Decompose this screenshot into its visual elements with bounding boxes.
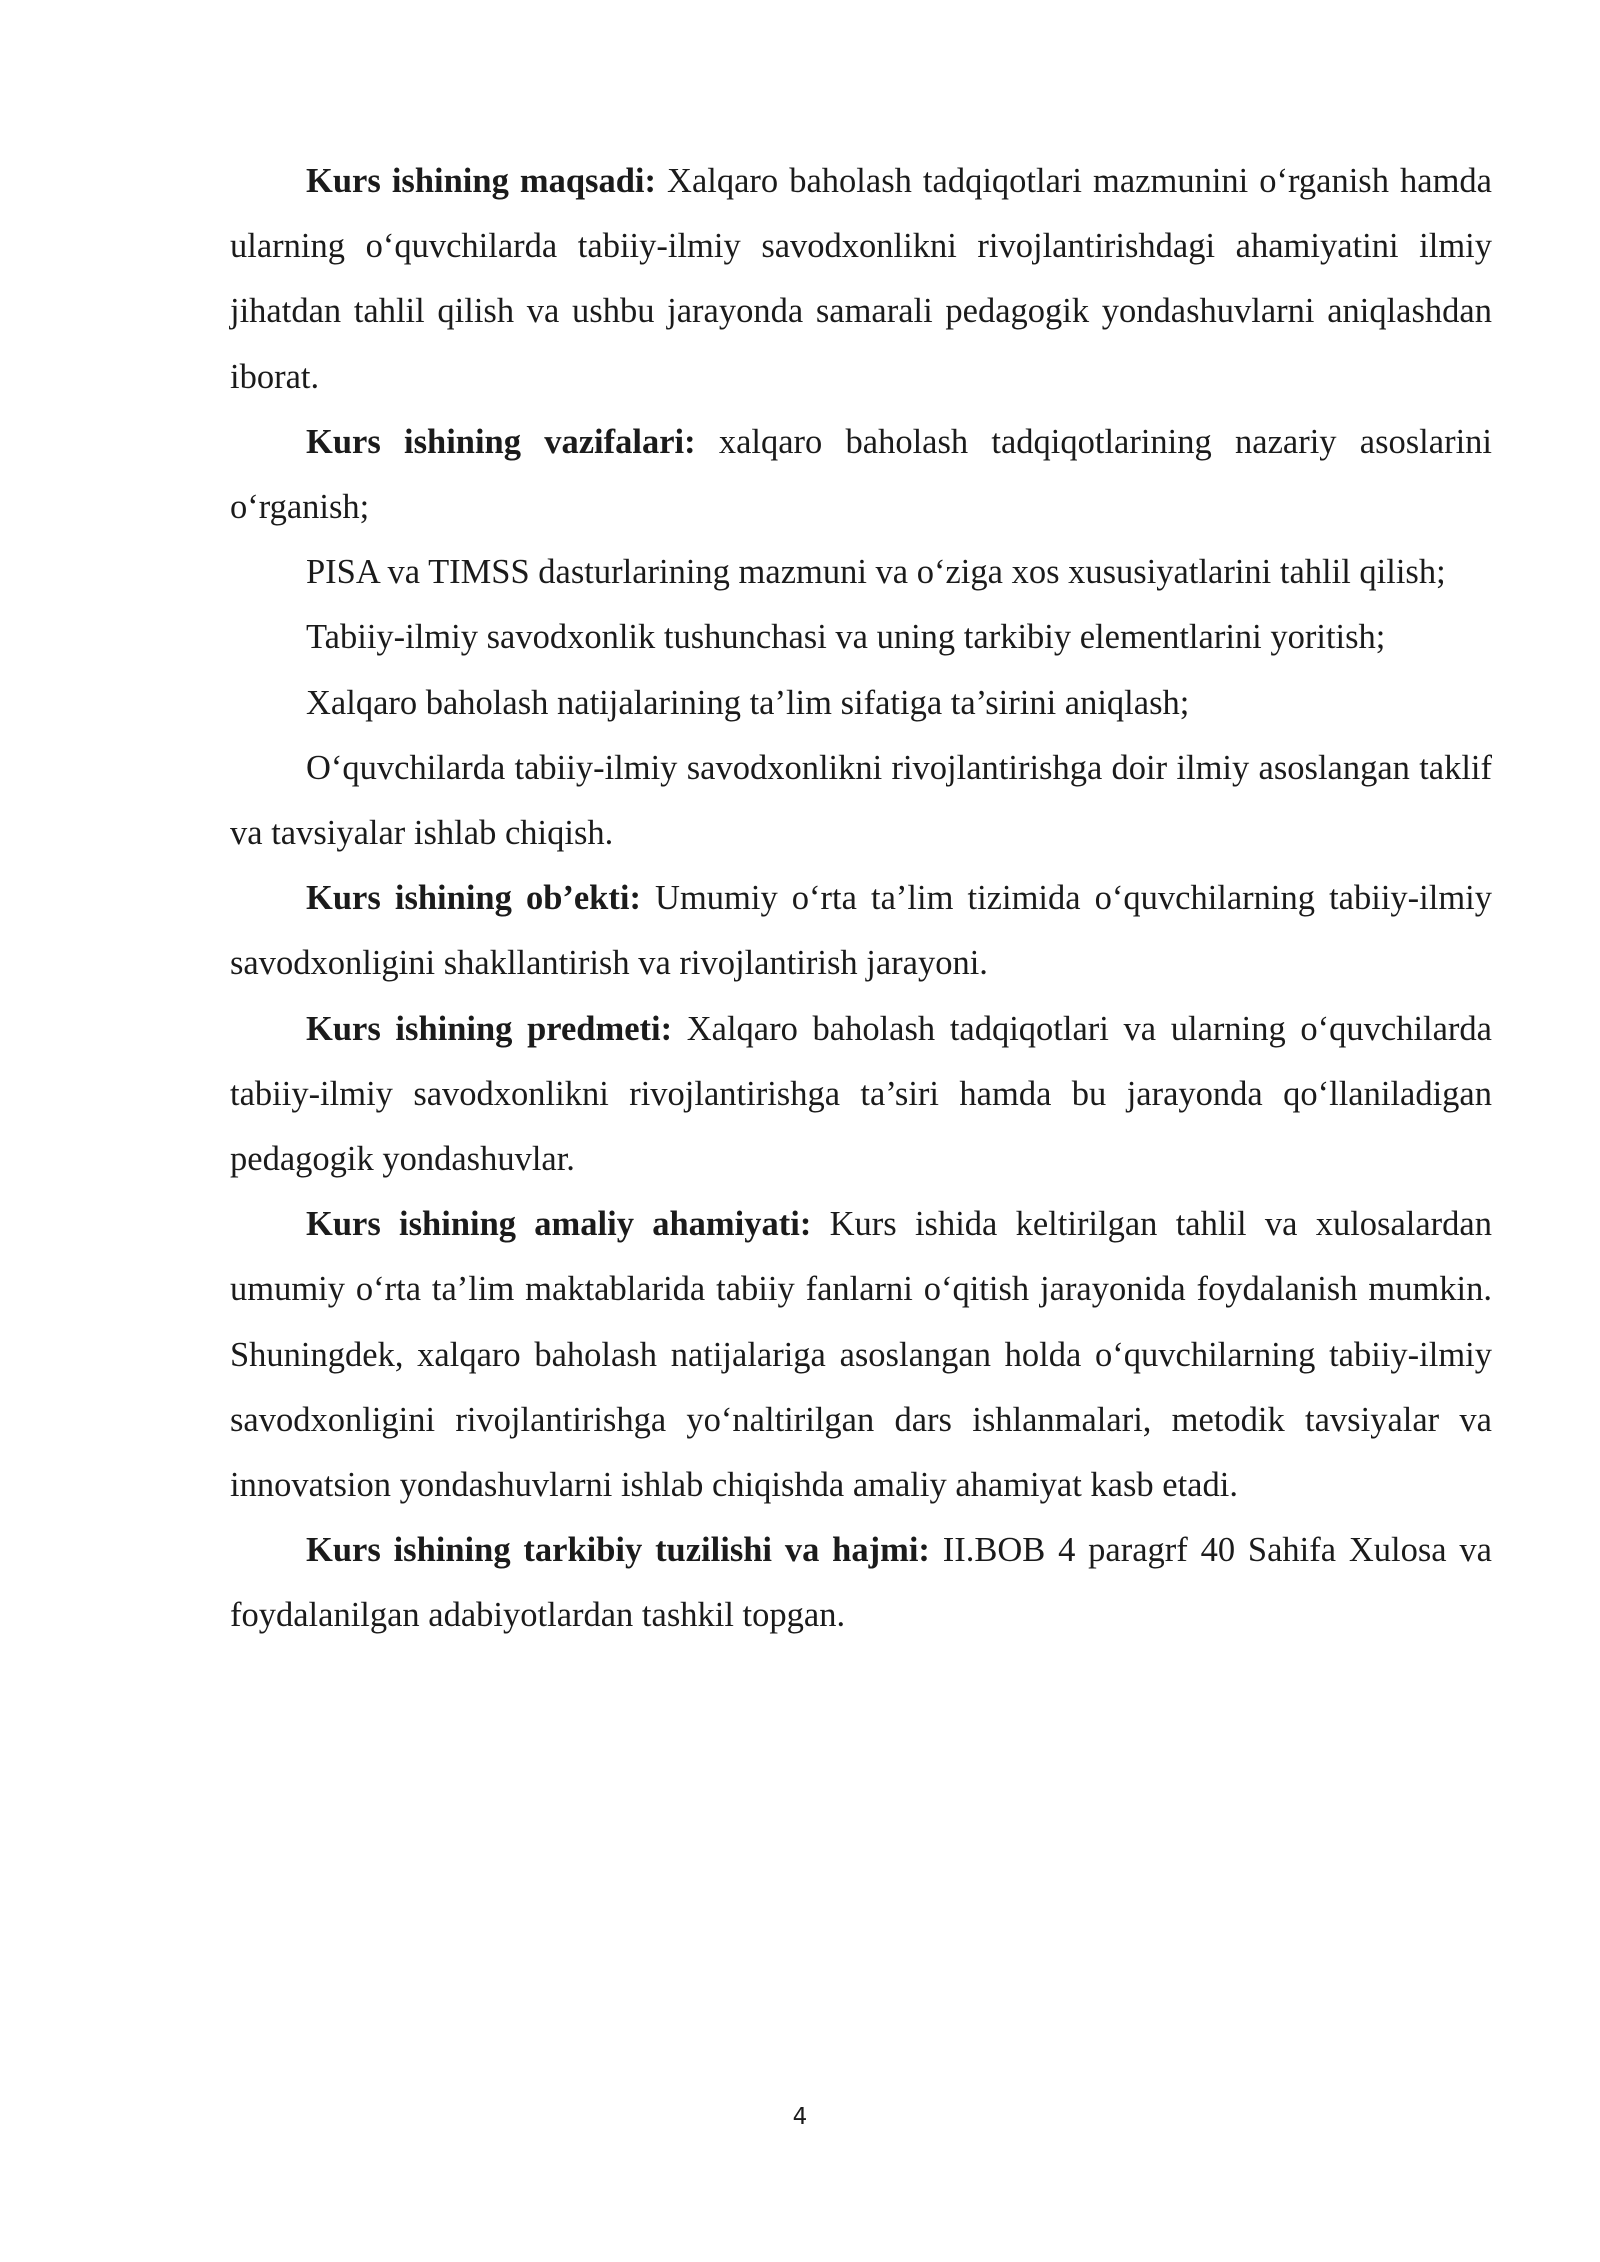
paragraph-label: Kurs ishining ob’ekti: <box>306 879 641 918</box>
paragraph-text: xalqaro baholash tadqiqotlarining nazariy asoslarini o‘rganish; <box>230 422 1492 527</box>
paragraph-task-recommendations <box>230 736 1492 866</box>
document-body <box>230 149 1492 1649</box>
paragraph-label: Kurs ishining vazifalari: <box>306 422 696 461</box>
paragraph-goal <box>230 149 1492 410</box>
paragraph-text: PISA va TIMSS dasturlarining mazmuni va o‘ziga xos xususiyatlarini tahlil qilish; <box>306 553 1446 592</box>
paragraph-text: II.BOB 4 paragrf 40 Sahifa Xulosa va foydalanilgan adabiyotlardan tashkil topgan. <box>230 1531 1492 1635</box>
paragraph-label: Kurs ishining tarkibiy tuzilishi va hajmi: <box>306 1531 930 1570</box>
paragraph-subject <box>230 997 1492 1193</box>
paragraph-task-pisa-timss <box>230 540 1492 605</box>
paragraph-task-literacy <box>230 605 1492 670</box>
paragraph-structure <box>230 1518 1492 1648</box>
paragraph-text: Xalqaro baholash natijalarining ta’lim sifatiga ta’sirini aniqlash; <box>306 683 1190 722</box>
page-number: 4 <box>792 2104 808 2130</box>
paragraph-text: Xalqaro baholash tadqiqotlari va ularning o‘quvchilarda tabiiy-ilmiy savodxonlikni rivojlantirishga ta’siri hamda bu jarayonda qo‘llaniladigan pedagogik yondashuvlar. <box>230 1009 1492 1179</box>
paragraph-tasks <box>230 410 1492 540</box>
paragraph-text: Tabiiy-ilmiy savodxonlik tushunchasi va uning tarkibiy elementlarini yoritish; <box>306 618 1386 657</box>
paragraph-task-impact <box>230 671 1492 736</box>
paragraph-label: Kurs ishining maqsadi: <box>306 162 656 200</box>
paragraph-text: Umumiy o‘rta ta’lim tizimida o‘quvchilarning tabiiy-ilmiy savodxonligini shakllantirish va rivojlantirish jarayoni. <box>230 879 1492 983</box>
paragraph-label: Kurs ishining predmeti: <box>306 1009 673 1048</box>
paragraph-text: Kurs ishida keltirilgan tahlil va xulosalardan umumiy o‘rta ta’lim maktablarida tabiiy fanlarni o‘qitish jarayonida foydalanish mumkin. Shuningdek, xalqaro baholash natijalariga asoslangan holda o‘quvchilarning tabiiy-ilmiy savodxonligini rivojlantirishga yo‘naltirilgan dars ishlanmalari, metodik tavsiyalar va innovatsion yondashuvlarni ishlab chiqishda amaliy ahamiyat kasb etadi. <box>230 1205 1492 1505</box>
paragraph-text: Xalqaro baholash tadqiqotlari mazmunini o‘rganish hamda ularning o‘quvchilarda tabiiy-ilmiy savodxonlikni rivojlantirishdagi ahamiyatini ilmiy jihatdan tahlil qilish va ushbu jarayonda samarali pedagogik yondashuvlarni aniqlashdan iborat. <box>230 162 1492 396</box>
paragraph-practical-significance <box>230 1192 1492 1518</box>
paragraph-text: O‘quvchilarda tabiiy-ilmiy savodxonlikni rivojlantirishga doir ilmiy asoslangan taklif va tavsiyalar ishlab chiqish. <box>230 748 1492 853</box>
paragraph-object <box>230 866 1492 996</box>
paragraph-label: Kurs ishining amaliy ahamiyati: <box>306 1205 812 1244</box>
